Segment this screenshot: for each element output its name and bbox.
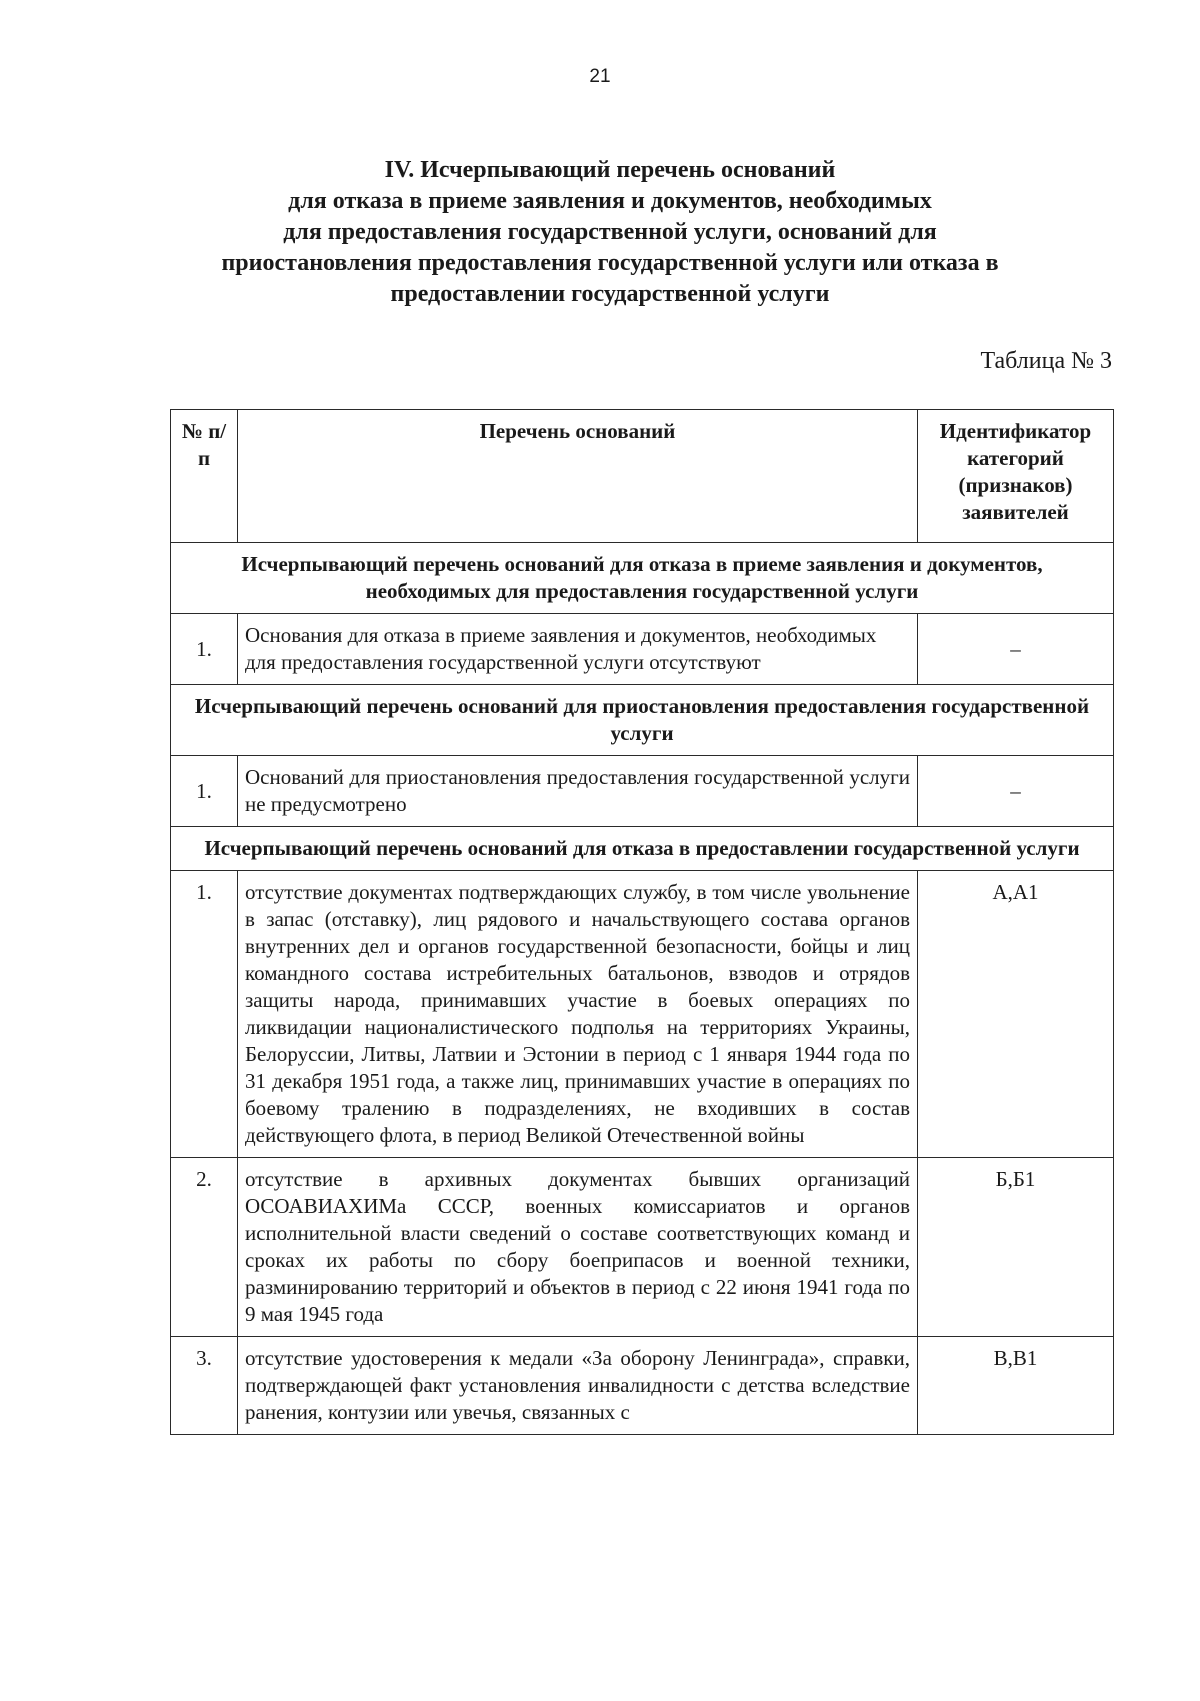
section-row: [171, 827, 1114, 871]
row-number: 2.: [171, 1158, 238, 1337]
section-title-cell: Исчерпывающий перечень оснований для приостановления предоставления государственной услуги: [171, 685, 1114, 756]
row-number: 1.: [171, 756, 238, 827]
section-row: [171, 685, 1114, 756]
row-identifier: А,А1: [918, 871, 1114, 1158]
table-row: [171, 614, 1114, 685]
title-line: для предоставления государственной услуги, оснований для: [283, 219, 937, 245]
row-number: 1.: [171, 614, 238, 685]
row-number: 3.: [171, 1337, 238, 1435]
row-identifier: –: [918, 756, 1114, 827]
row-number: 1.: [171, 871, 238, 1158]
row-text: отсутствие в архивных документах бывших организаций ОСОАВИАХИМа СССР, военных комиссариатов и органов исполнительной власти сведений о составе соответствующих команд и сроках их работы по сбору боеприпасов и военной техники, разминированию территорий и объектов в период с 22 июня 1941 года по 9 мая 1945 года: [238, 1158, 918, 1337]
header-identifier: Идентификатор категорий (признаков) заявителей: [918, 410, 1114, 543]
page-number: 21: [589, 66, 611, 87]
grounds-table: [170, 409, 1114, 1435]
section-title-cell: Исчерпывающий перечень оснований для отказа в предоставлении государственной услуги: [171, 827, 1114, 871]
table-row: [171, 1158, 1114, 1337]
table-row: [171, 1337, 1114, 1435]
title-line: для отказа в приеме заявления и документов, необходимых: [288, 188, 932, 214]
row-text: Основания для отказа в приеме заявления и документов, необходимых для предоставления государственной услуги отсутствуют: [238, 614, 918, 685]
section-title-cell: Исчерпывающий перечень оснований для отказа в приеме заявления и документов, необходимых для предоставления государственной услуги: [171, 543, 1114, 614]
title-line: IV. Исчерпывающий перечень оснований: [384, 157, 836, 183]
section-title: [160, 155, 1060, 310]
row-identifier: В,В1: [918, 1337, 1114, 1435]
row-text: Оснований для приостановления предоставления государственной услуги не предусмотрено: [238, 756, 918, 827]
table-row: [171, 871, 1114, 1158]
table-label: Таблица № 3: [980, 348, 1112, 374]
row-identifier: –: [918, 614, 1114, 685]
header-grounds: Перечень оснований: [238, 410, 918, 543]
table-row: [171, 756, 1114, 827]
row-identifier: Б,Б1: [918, 1158, 1114, 1337]
row-text: отсутствие документах подтверждающих службу, в том числе увольнение в запас (отставку), лиц рядового и начальствующего состава органов внутренних дел и органов государственной безопасности, бойцы и лиц командного состава истребительных батальонов, взводов и отрядов защиты народа, принимавших участие в боевых операциях по ликвидации националистического подполья на территориях Украины, Белоруссии, Литвы, Латвии и Эстонии в период с 1 января 1944 года по 31 декабря 1951 года, а также лиц, принимавших участие в операциях по боевому тралению в подразделениях, не входивших в состав действующего флота, в период Великой Отечественной войны: [238, 871, 918, 1158]
title-line: предоставлении государственной услуги: [390, 281, 830, 307]
table-header-row: [171, 410, 1114, 543]
title-line: приостановления предоставления государственной услуги или отказа в: [221, 250, 999, 276]
section-row: [171, 543, 1114, 614]
header-num: № п/п: [171, 410, 238, 543]
row-text: отсутствие удостоверения к медали «За оборону Ленинграда», справки, подтверждающей факт установления инвалидности с детства вследствие ранения, контузии или увечья, связанных с: [238, 1337, 918, 1435]
